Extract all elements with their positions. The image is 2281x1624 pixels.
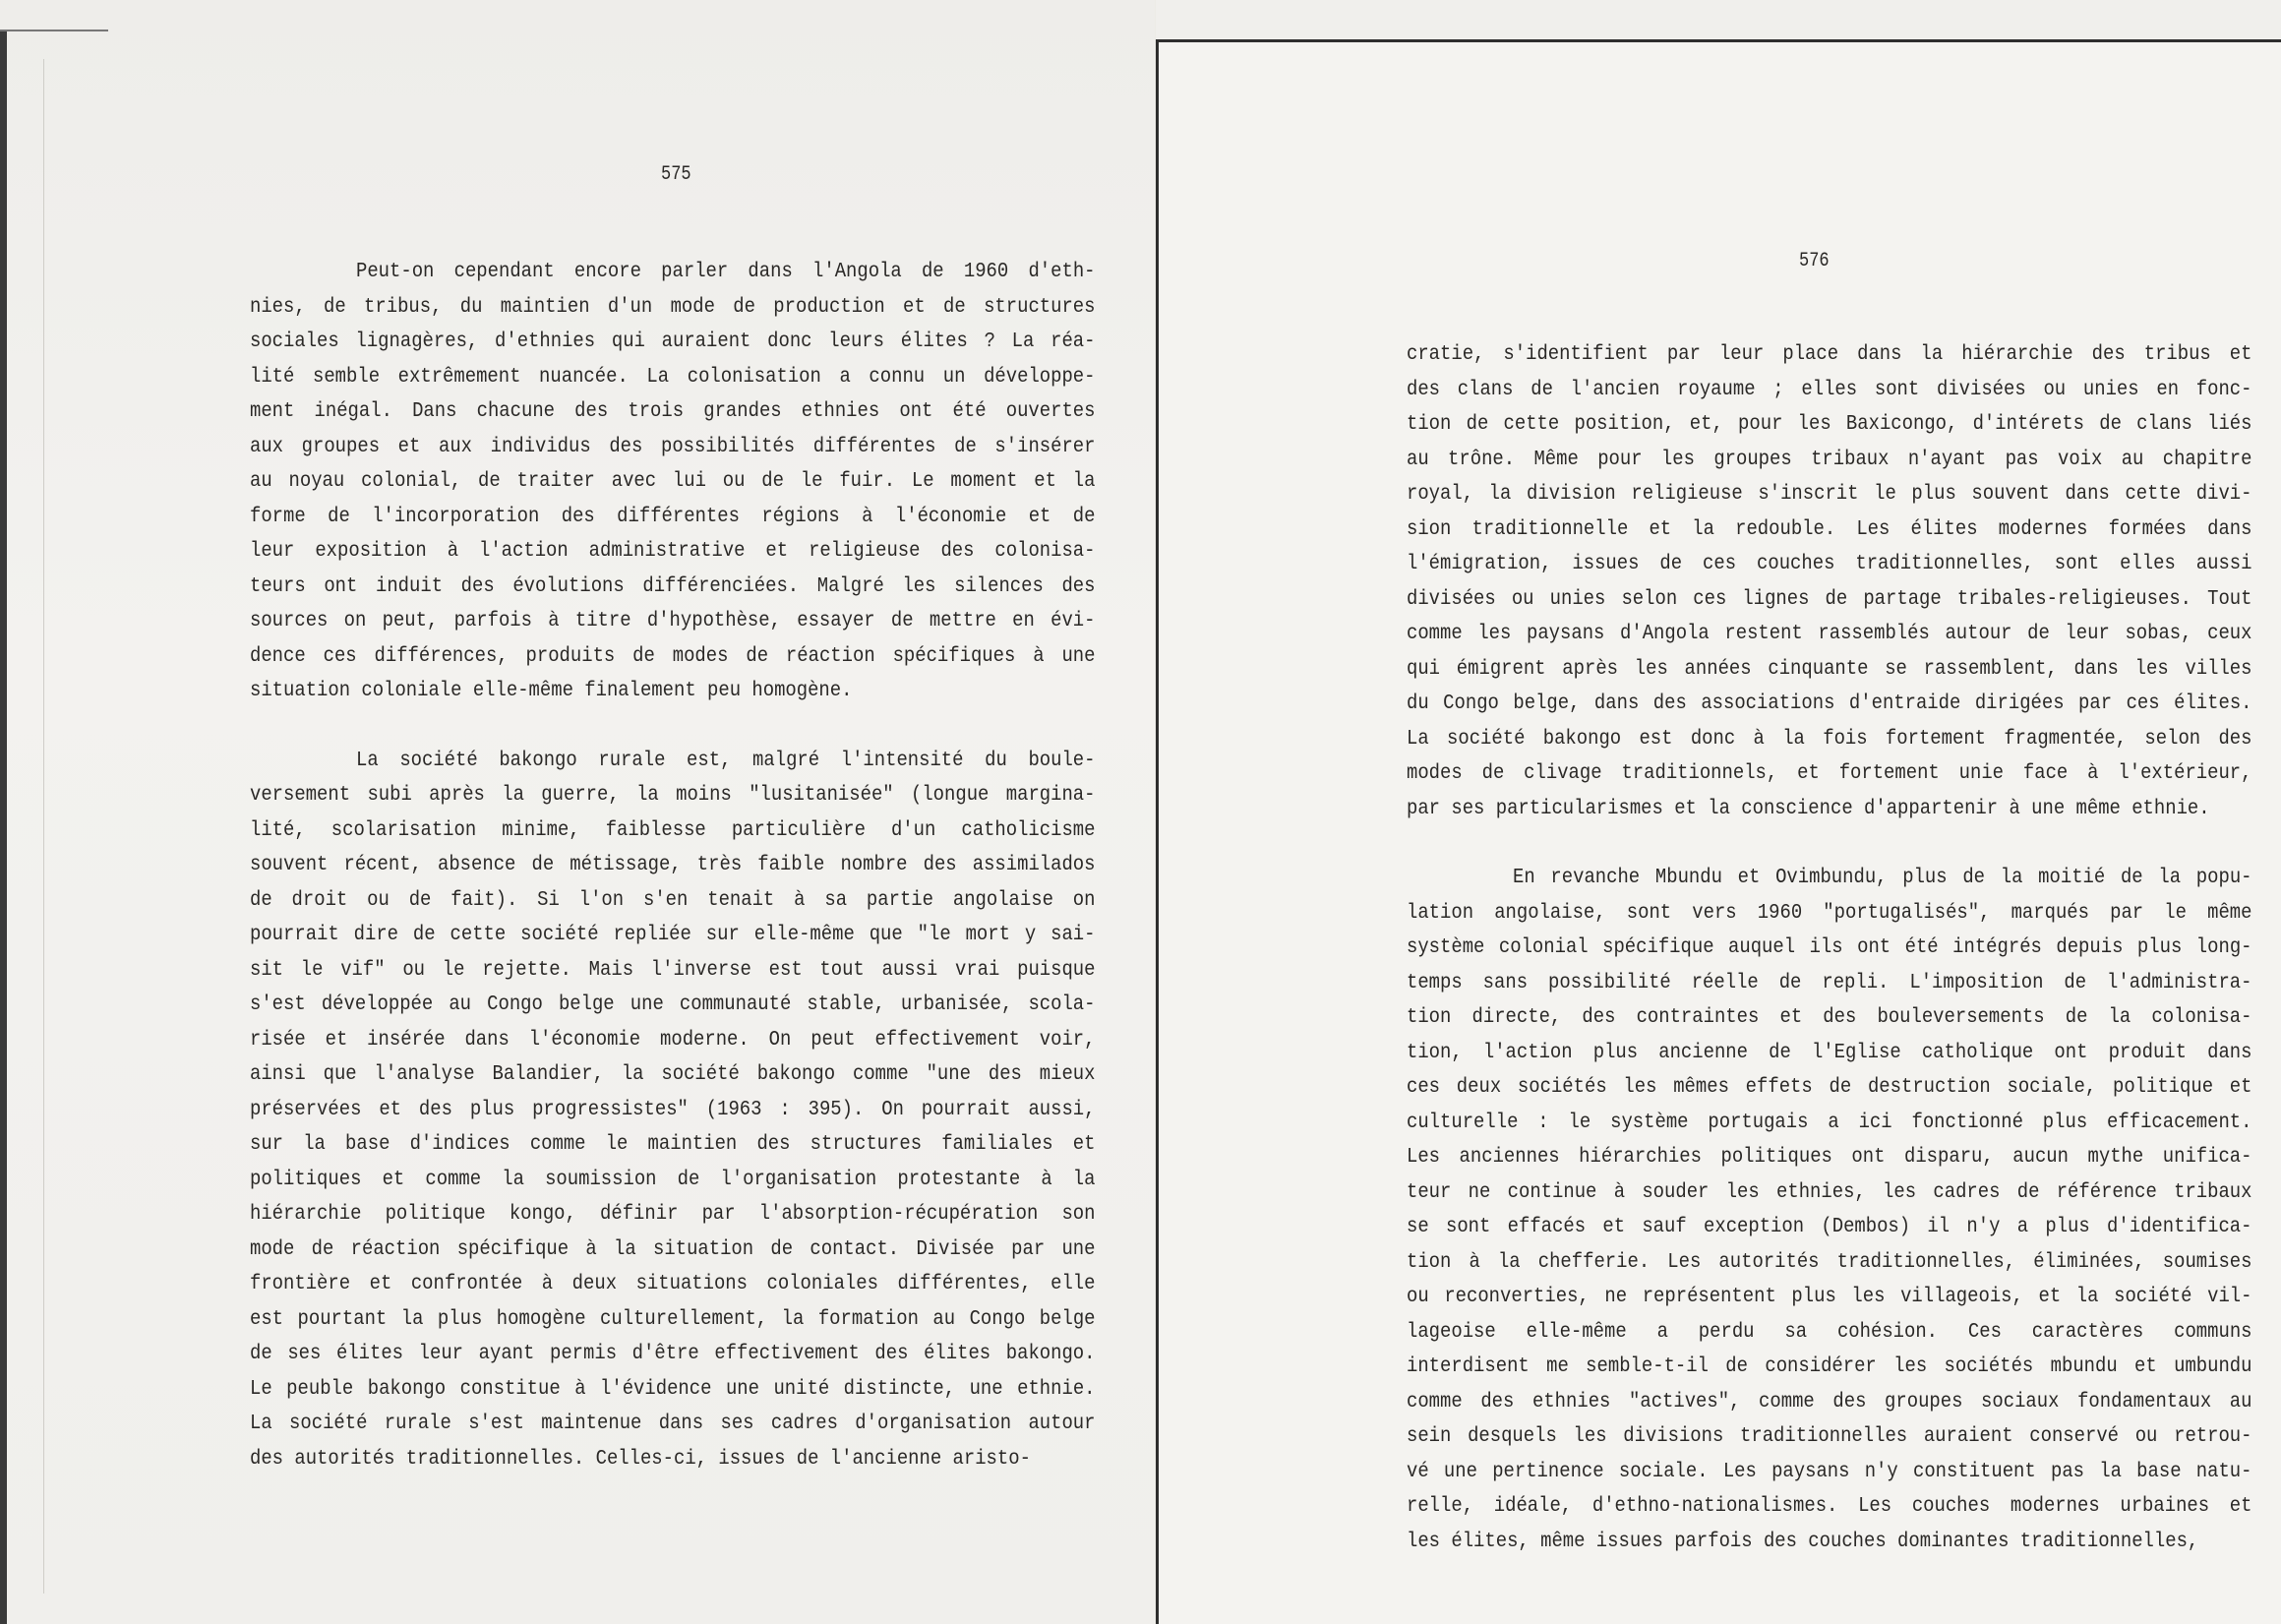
text-line: temps sans possibilité réelle de repli. L'imposition de l'administra- [1407,971,2252,994]
text-line: sion traditionnelle et la redouble. Les élites modernes formées dans [1407,517,2252,541]
text-line: relle, idéale, d'ethno-nationalismes. Les couches modernes urbaines et [1407,1495,2252,1518]
paragraph [1407,861,2252,1559]
text-line: comme les paysans d'Angola restent rassemblés autour de leur sobas, ceux [1407,623,2252,645]
text-line: de ses élites leur ayant permis d'être effectivement des élites bakongo. [250,1343,1096,1365]
text-line: risée et insérée dans l'économie moderne. On peut effectivement voir, [250,1028,1096,1052]
text-line: hiérarchie politique kongo, définir par l'absorption-récupération son [250,1203,1096,1226]
text-line: des autorités traditionnelles. Celles-ci, issues de l'ancienne aristo- [250,1447,1031,1471]
text-line: teurs ont induit des évolutions différenciées. Malgré les silences des [250,574,1096,598]
text-line: divisées ou unies selon ces lignes de partage tribales-religieuses. Tout [1407,587,2252,611]
text-line: modes de clivage traditionnels, et fortement unie face à l'extérieur, [1407,762,2252,785]
margin-line [43,59,44,1594]
text-line: lation angolaise, sont vers 1960 "portugalisés", marqués par le même [1407,901,2252,925]
text-line: de droit ou de fait). Si l'on s'en tenait à sa partie angolaise on [250,888,1096,912]
text-line: s'est développée au Congo belge une communauté stable, urbanisée, scola- [250,993,1096,1016]
page-number-left: 575 [661,163,691,186]
text-line: les élites, même issues parfois des couches dominantes traditionnelles, [1407,1530,2199,1553]
paragraph [250,255,1096,709]
text-line: lité, scolarisation minime, faiblesse particulière d'un catholicisme [250,818,1096,842]
text-line: cratie, s'identifient par leur place dans la hiérarchie des tribus et [1407,343,2252,366]
text-line: politiques et comme la soumission de l'organisation protestante à la [250,1168,1096,1191]
text-line: mode de réaction spécifique à la situation de contact. Divisée par une [250,1237,1096,1261]
paragraph [250,744,1096,1477]
text-line: royal, la division religieuse s'inscrit le plus souvent dans cette divi- [1407,483,2252,506]
text-line: tion de cette position, et, pour les Baxicongo, d'intérets de clans liés [1407,413,2252,436]
text-line: lageoise elle-même a perdu sa cohésion. Ces caractères communs [1407,1320,2252,1344]
text-line: dence ces différences, produits de modes de réaction spécifiques à une [250,644,1096,668]
text-line: ces deux sociétés les mêmes effets de destruction sociale, politique et [1407,1076,2252,1099]
text-line: leur exposition à l'action administrative et religieuse des colonisa- [250,540,1096,563]
text-line: par ses particularismes et la conscience d'appartenir à une même ethnie. [1407,797,2210,820]
scan-edge-line [0,30,108,31]
text-line: Le peuble bakongo constitue à l'évidence une unité distincte, une ethnie. [250,1377,1096,1401]
text-line: sur la base d'indices comme le maintien des structures familiales et [250,1133,1096,1156]
text-line: souvent récent, absence de métissage, très faible nombre des assimilados [250,854,1096,876]
text-line: tion à la chefferie. Les autorités traditionnelles, éliminées, soumises [1407,1250,2252,1274]
text-line: frontière et confrontée à deux situations coloniales différentes, elle [250,1273,1096,1295]
text-line: vé une pertinence sociale. Les paysans n'y constituent pas la base natu- [1407,1460,2252,1483]
text-line: préservées et des plus progressistes" (1963 : 395). On pourrait aussi, [250,1098,1096,1121]
text-line: sein desquels les divisions traditionnelles auraient conservé ou retrou- [1407,1425,2252,1448]
text-line: sit le vif" ou le rejette. Mais l'inverse est tout aussi vrai puisque [250,958,1096,982]
paragraph-gap [250,709,1096,744]
text-line: nies, de tribus, du maintien d'un mode de production et de structures [250,295,1096,319]
text-line: teur ne continue à souder les ethnies, les cadres de référence tribaux [1407,1180,2252,1204]
text-line: qui émigrent après les années cinquante se rassemblent, dans les villes [1407,657,2252,681]
text-line: sources on peut, parfois à titre d'hypothèse, essayer de mettre en évi- [250,610,1096,632]
text-line: l'émigration, issues de ces couches traditionnelles, sont elles aussi [1407,553,2252,575]
text-line: système colonial spécifique auquel ils ont été intégrés depuis plus long- [1407,936,2252,959]
paragraph-gap [1407,826,2252,861]
text-line: La société bakongo est donc à la fois fortement fragmentée, selon des [1407,727,2252,751]
text-line: ou reconverties, ne représentent plus les villageois, et la société vil- [1407,1286,2252,1308]
text-line: La société rurale s'est maintenue dans ses cadres d'organisation autour [250,1413,1096,1435]
scan-background [1156,0,2281,39]
text-line: tion, l'action plus ancienne de l'Eglise catholique ont produit dans [1407,1041,2252,1064]
text-line: Les anciennes hiérarchies politiques ont disparu, aucun mythe unifica- [1407,1146,2252,1169]
scan-edge [0,30,7,1624]
text-line: tion directe, des contraintes et des bouleversements de la colonisa- [1407,1006,2252,1029]
text-line: culturelle : le système portugais a ici fonctionné plus efficacement. [1407,1111,2252,1134]
left-page-body [250,255,1096,1476]
text-line: Peut-on cependant encore parler dans l'Angola de 1960 d'eth- [356,261,1096,283]
text-line: forme de l'incorporation des différentes régions à l'économie et de [250,505,1096,528]
text-line: au trône. Même pour les groupes tribaux n'ayant pas voix au chapitre [1407,448,2252,471]
text-line: versement subi après la guerre, la moins "lusitanisée" (longue margina- [250,784,1096,807]
text-line: se sont effacés et sauf exception (Dembos) il n'y a plus d'identifica- [1407,1216,2252,1238]
right-page-body [1407,337,2252,1559]
text-line: En revanche Mbundu et Ovimbundu, plus de la moitié de la popu- [1513,867,2252,889]
text-line: sociales lignagères, d'ethnies qui auraient donc leurs élites ? La réa- [250,331,1096,353]
text-line: ainsi que l'analyse Balandier, la société bakongo comme "une des mieux [250,1063,1096,1086]
text-line: lité semble extrêmement nuancée. La colonisation a connu un développe- [250,365,1096,389]
text-line: ment inégal. Dans chacune des trois grandes ethnies ont été ouvertes [250,400,1096,423]
page-number-right: 576 [1799,250,1830,272]
text-line: du Congo belge, dans des associations d'entraide dirigées par ces élites. [1407,692,2252,715]
text-line: interdisent me semble-t-il de considérer les sociétés mbundu et umbundu [1407,1355,2252,1378]
text-line: au noyau colonial, de traiter avec lui ou de le fuir. Le moment et la [250,470,1096,493]
text-line: La société bakongo rurale est, malgré l'intensité du boule- [356,749,1096,772]
paragraph [1407,337,2252,826]
text-line: des clans de l'ancien royaume ; elles sont divisées ou unies en fonc- [1407,378,2252,401]
text-line: aux groupes et aux individus des possibilités différentes de s'insérer [250,435,1096,458]
text-line: pourrait dire de cette société repliée sur elle-même que "le mort y sai- [250,924,1096,946]
text-line: est pourtant la plus homogène culturellement, la formation au Congo belge [250,1307,1096,1331]
text-line: comme des ethnies "actives", comme des groupes sociaux fondamentaux au [1407,1390,2252,1413]
text-line: situation coloniale elle-même finalement peu homogène. [250,680,853,702]
